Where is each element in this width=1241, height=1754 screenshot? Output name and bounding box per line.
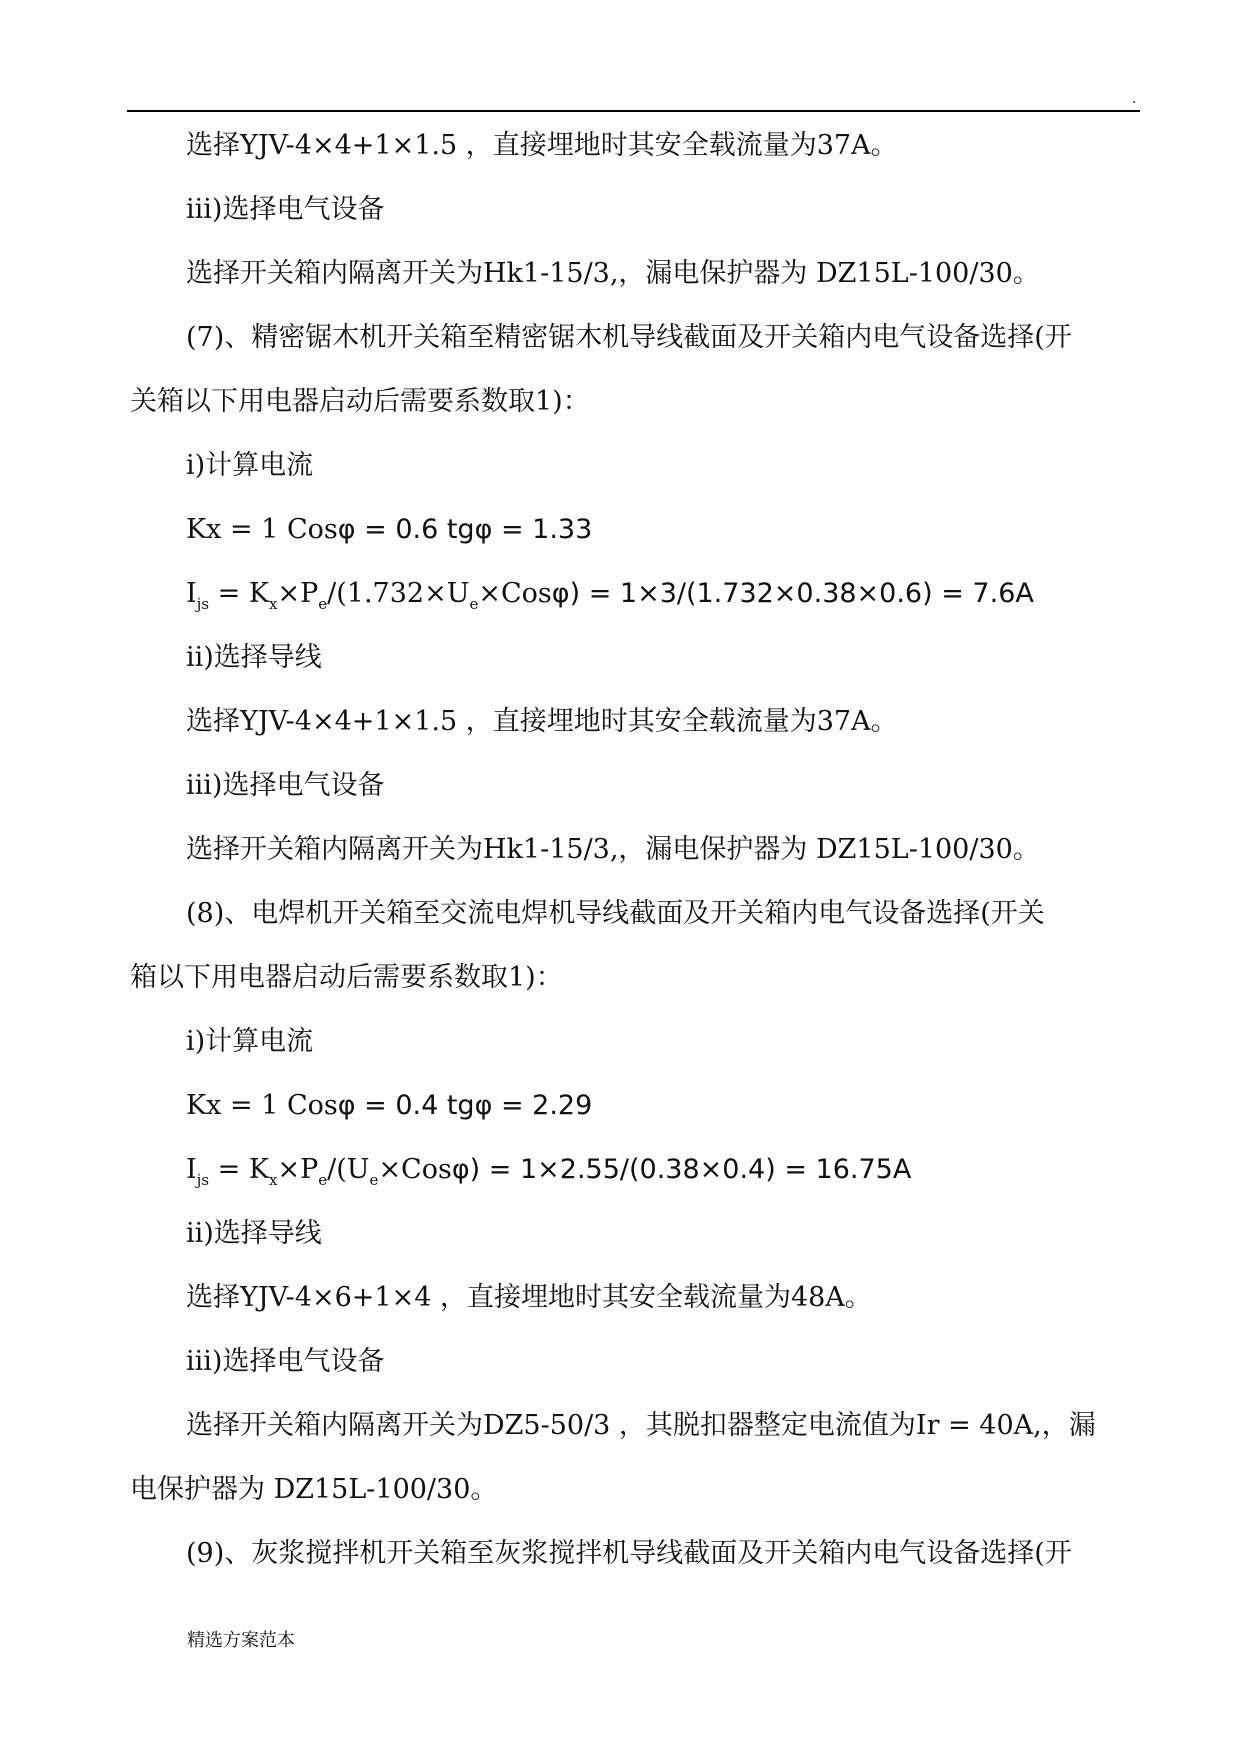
- formula-kx-part: Kx = 1 Cos: [186, 1090, 338, 1121]
- text-line-10: 选择YJV-4×4+1×1.5 ，直接埋地时其安全载流量为37A。: [186, 706, 898, 737]
- formula-sub-e2: e: [369, 1171, 379, 1189]
- formula-sub-e2: e: [469, 595, 479, 613]
- formula-cos: ×Cos: [378, 1154, 452, 1185]
- header-rule: [127, 110, 1140, 112]
- formula-sub-x: x: [269, 595, 278, 613]
- formula-sub-e: e: [318, 595, 328, 613]
- text-line-12: 选择开关箱内隔离开关为Hk1-15/3,，漏电保护器为 DZ15L-100/30。: [186, 834, 1040, 865]
- text-line-22: 电保护器为 DZ15L-100/30。: [130, 1474, 498, 1505]
- formula-result: φ) = 1×3/(1.732×0.38×0.6) = 7.6A: [551, 578, 1034, 609]
- formula-mid: /(U: [327, 1154, 370, 1185]
- formula-line-ijs-1: [186, 577, 1146, 614]
- text-line-6: i)计算电流: [186, 450, 314, 481]
- formula-eq-k: = K: [209, 1154, 269, 1185]
- text-line-18: ii)选择导线: [186, 1218, 322, 1249]
- text-line-14: 箱以下用电器启动后需要系数取1)：: [130, 962, 563, 993]
- formula-sub-x: x: [269, 1171, 278, 1189]
- text-line-19: 选择YJV-4×6+1×4 ，直接埋地时其安全载流量为48A。: [186, 1282, 872, 1313]
- formula-cos-tg-part: φ = 0.4 tgφ = 2.29: [337, 1090, 593, 1121]
- text-line-4: (7)、精密锯木机开关箱至精密锯木机导线截面及开关箱内电气设备选择(开: [186, 322, 1072, 353]
- page-footer: 精选方案范本: [187, 1630, 295, 1651]
- formula-times-p: ×P: [277, 1154, 319, 1185]
- formula-times-p: ×P: [277, 578, 319, 609]
- formula-i: I: [186, 578, 197, 609]
- text-line-11: iii)选择电气设备: [186, 770, 385, 801]
- formula-line-kx-2: [186, 1089, 1146, 1123]
- formula-sub-js: js: [196, 595, 210, 613]
- text-line-23: (9)、灰浆搅拌机开关箱至灰浆搅拌机导线截面及开关箱内电气设备选择(开: [186, 1538, 1072, 1569]
- text-line-2: iii)选择电气设备: [186, 194, 385, 225]
- formula-cos: ×Cos: [478, 578, 552, 609]
- text-line-9: ii)选择导线: [186, 642, 322, 673]
- formula-eq-k: = K: [209, 578, 269, 609]
- formula-line-kx-1: [186, 513, 1146, 547]
- formula-result: φ) = 1×2.55/(0.38×0.4) = 16.75A: [451, 1154, 912, 1185]
- formula-mid: /(1.732×U: [327, 578, 470, 609]
- text-line-5: 关箱以下用电器启动后需要系数取1)：: [130, 386, 590, 417]
- text-line-15: i)计算电流: [186, 1026, 314, 1057]
- text-line-13: (8)、电焊机开关箱至交流电焊机导线截面及开关箱内电气设备选择(开关: [186, 898, 1045, 929]
- formula-sub-e: e: [318, 1171, 328, 1189]
- text-line-20: iii)选择电气设备: [186, 1346, 385, 1377]
- formula-i: I: [186, 1154, 197, 1185]
- formula-line-ijs-2: [186, 1153, 1146, 1190]
- formula-sub-js: js: [196, 1171, 210, 1189]
- formula-kx-part: Kx = 1 Cos: [186, 514, 338, 545]
- text-line-3: 选择开关箱内隔离开关为Hk1-15/3,，漏电保护器为 DZ15L-100/30。: [186, 258, 1040, 289]
- text-line-1: 选择YJV-4×4+1×1.5 ，直接埋地时其安全载流量为37A。: [186, 130, 898, 161]
- formula-cos-tg-part: φ = 0.6 tgφ = 1.33: [337, 514, 593, 545]
- text-line-21: 选择开关箱内隔离开关为DZ5-50/3 ，其脱扣器整定电流值为Ir = 40A,，漏: [186, 1410, 1096, 1441]
- header-dot: .: [1132, 91, 1137, 107]
